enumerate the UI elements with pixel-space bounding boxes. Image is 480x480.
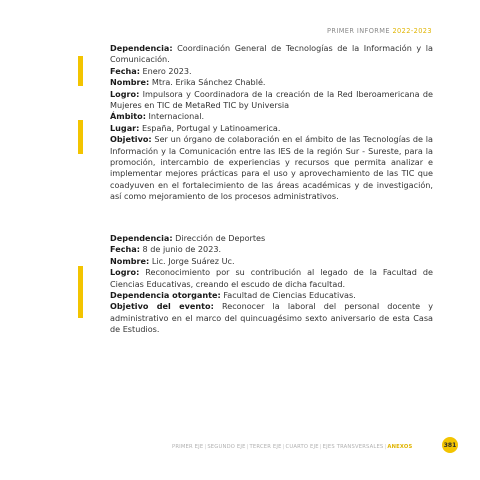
field-label: Lugar: [110, 122, 140, 133]
field-label: Nombre: [110, 255, 150, 266]
entry-field [110, 111, 433, 122]
field-value: Mtra. Erika Sánchez Chablé. [149, 77, 266, 88]
footer-nav-item[interactable]: SEGUNDO EJE [207, 444, 246, 450]
entry-field [110, 267, 433, 290]
field-value: Facultad de Ciencias Educativas. [220, 290, 356, 301]
header-year: 2022-2023 [392, 27, 432, 35]
field-value: Coordinación General de Tecnologías de la Información y la Comunicación. [110, 43, 433, 65]
footer-nav-item[interactable]: TERCER EJE [249, 444, 282, 450]
footer-nav-item[interactable]: EJES TRANSVERSALES [322, 444, 384, 450]
field-value: Dirección de Deportes [172, 233, 266, 243]
footer-nav-item[interactable]: CUARTO EJE [285, 444, 319, 450]
field-value: Reconocimiento por su contribución al legado de la Facultad de Ciencias Educativas, creando el escudo de dicha facultad. [110, 267, 433, 289]
footer-separator: | [282, 444, 285, 450]
field-label: Logro: [110, 267, 140, 278]
entry-field [110, 66, 433, 77]
entry-field [110, 256, 433, 267]
entry-field [110, 233, 433, 244]
footer-separator: | [384, 444, 387, 450]
field-label: Ámbito: [110, 111, 146, 122]
field-label: Objetivo del evento: [110, 301, 214, 312]
field-label: Dependencia otorgante: [110, 290, 221, 301]
accent-bar-top [78, 56, 83, 86]
report-header [327, 27, 432, 35]
entry-field [110, 77, 433, 88]
field-label: Objetivo: [110, 134, 152, 145]
entry-field [110, 123, 433, 134]
field-label: Nombre: [110, 77, 150, 88]
entry-field [110, 244, 433, 255]
entry-block [110, 43, 433, 203]
footer-separator: | [319, 444, 322, 450]
accent-bar-middle [78, 120, 83, 154]
field-label: Fecha: [110, 244, 140, 255]
field-value: Reconocer la laboral del personal docente y administrativo en el marco del quincuagésimo sexto aniversario de esta Casa de Estudios. [110, 301, 433, 335]
entry-field [110, 134, 433, 202]
field-value: Internacional. [145, 111, 205, 122]
field-value: España, Portugal y Latinoamerica. [139, 122, 281, 133]
footer-nav-item[interactable]: PRIMER EJE [172, 444, 204, 450]
footer-separator: | [246, 444, 249, 450]
footer-nav [172, 440, 480, 454]
field-value: Ser un órgano de colaboración en el ámbito de las Tecnologías de la Información y la Comunicación entre las IES de la región Sur - Sureste, para la promoción, intercambio de experiencias y recursos que permita analizar e implementar mejores prácticas para el uso y aprovechamiento de las TIC que coadyuven en el fortalecimiento de las áreas académicas y de investigación, así como mejoramiento de los procesos administrativos. [110, 134, 433, 202]
field-value: Impulsora y Coordinadora de la creación de la Red Iberoamericana de Mujeres en TIC de MetaRed TIC by Universia [110, 88, 433, 111]
field-value: 8 de junio de 2023. [139, 244, 222, 255]
field-label: Dependencia: [110, 43, 173, 53]
entry-field [110, 89, 433, 112]
field-label: Fecha: [110, 65, 140, 76]
header-prefix: PRIMER INFORME [327, 27, 393, 35]
field-label: Logro: [110, 88, 140, 99]
accent-bar-lower [78, 266, 83, 318]
page-number: 381 [442, 437, 458, 453]
entry-field [110, 43, 433, 66]
entry-field [110, 301, 433, 335]
entry-field [110, 290, 433, 301]
field-value: Lic. Jorge Suárez Uc. [149, 255, 235, 266]
field-value: Enero 2023. [139, 65, 192, 76]
field-label: Dependencia: [110, 233, 173, 243]
footer-nav-item-active[interactable]: ANEXOS [387, 444, 413, 450]
entry-block [110, 233, 433, 336]
footer-separator: | [204, 444, 207, 450]
